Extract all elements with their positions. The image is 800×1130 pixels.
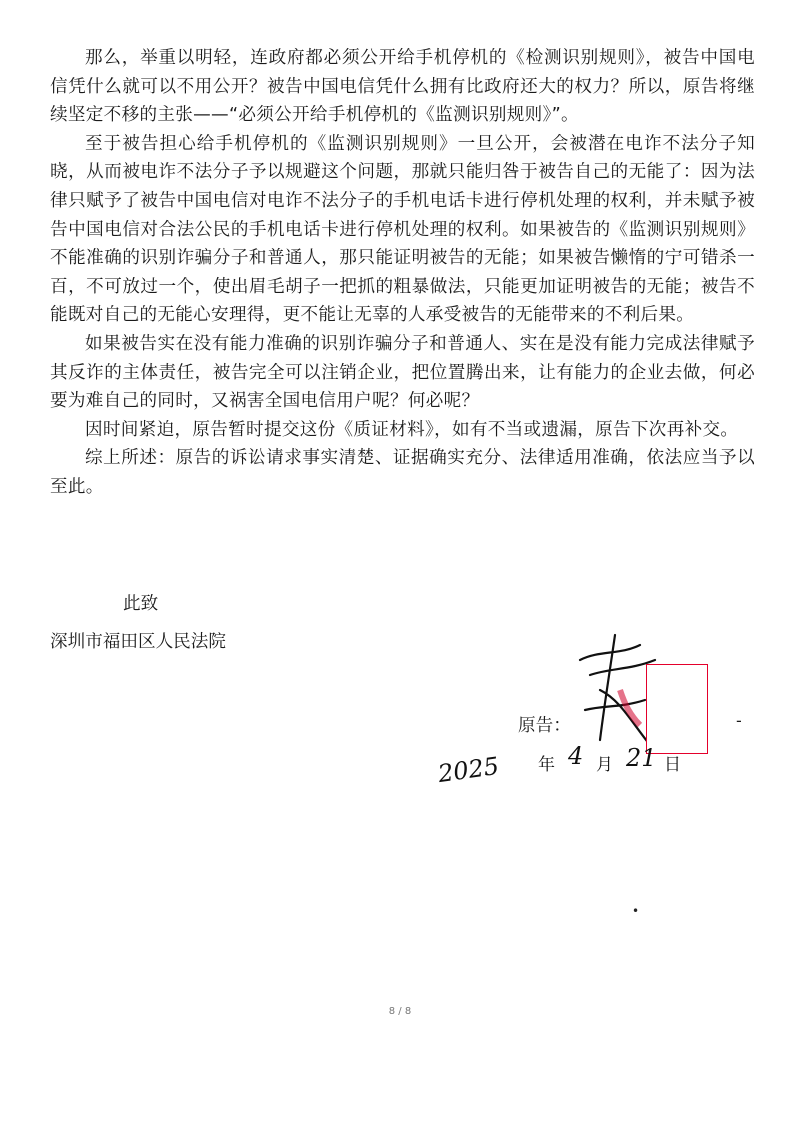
handwritten-date [436,742,698,792]
paragraph-4: 因时间紧迫，原告暂时提交这份《质证材料》，如有不当或遗漏，原告下次再补交。 [85,419,739,440]
date-day-char: 日 [664,755,681,775]
small-mark: • [632,904,640,918]
redaction-stamp-box [646,664,708,754]
closing-salutation: 此致 [123,594,159,614]
document-body [50,44,755,502]
page-number: 8 / 8 [388,1006,412,1017]
paragraph-1: 那么，举重以明轻，连政府都必须公开给手机停机的《检测识别规则》，被告中国电信凭什么就可以不用公开？被告中国电信凭什么拥有比政府还大的权力？所以，原告将继续坚定不移的主张——“必须公开给手机停机的《监测识别规则》”。 [50,48,755,126]
date-month: 4 [568,742,584,770]
paragraph-5: 综上所述：原告的诉讼请求事实清楚、证据确实充分、法律适用准确，依法应当予以至此。 [50,448,755,497]
date-day: 21 [626,744,657,772]
paragraph-2: 至于被告担心给手机停机的《监测识别规则》一旦公开，会被潜在电诈不法分子知晓，从而被电诈不法分子予以规避这个问题，那就只能归咎于被告自己的无能了：因为法律只赋予了被告中国电信对电诈不法分子的手机电话卡进行停机处理的权利，并未赋予被告中国电信对合法公民的手机电话卡进行停机处理的权利。如果被告的《监测识别规则》不能准确的识别诈骗分子和普通人，那只能证明被告的无能；如果被告懒惰的宁可错杀一百，不可放过一个，使出眉毛胡子一把抓的粗暴做法，只能更加证明被告的无能；被告不能既对自己的无能心安理得，更不能让无辜的人承受被告的无能带来的不利后果。 [50,133,755,326]
court-name: 深圳市福田区人民法院 [50,632,226,652]
paragraph-3: 如果被告实在没有能力准确的识别诈骗分子和普通人、实在是没有能力完成法律赋予其反诈的主体责任，被告完全可以注销企业，把位置腾出来，让有能力的企业去做，何必要为难自己的同时，又祸害全国电信用户呢？何必呢？ [50,333,755,412]
date-year: 2025 [436,751,501,789]
date-year-char: 年 [538,755,555,775]
stray-mark: - [736,711,742,730]
plaintiff-label: 原告： [518,716,571,736]
date-month-char: 月 [596,755,613,775]
